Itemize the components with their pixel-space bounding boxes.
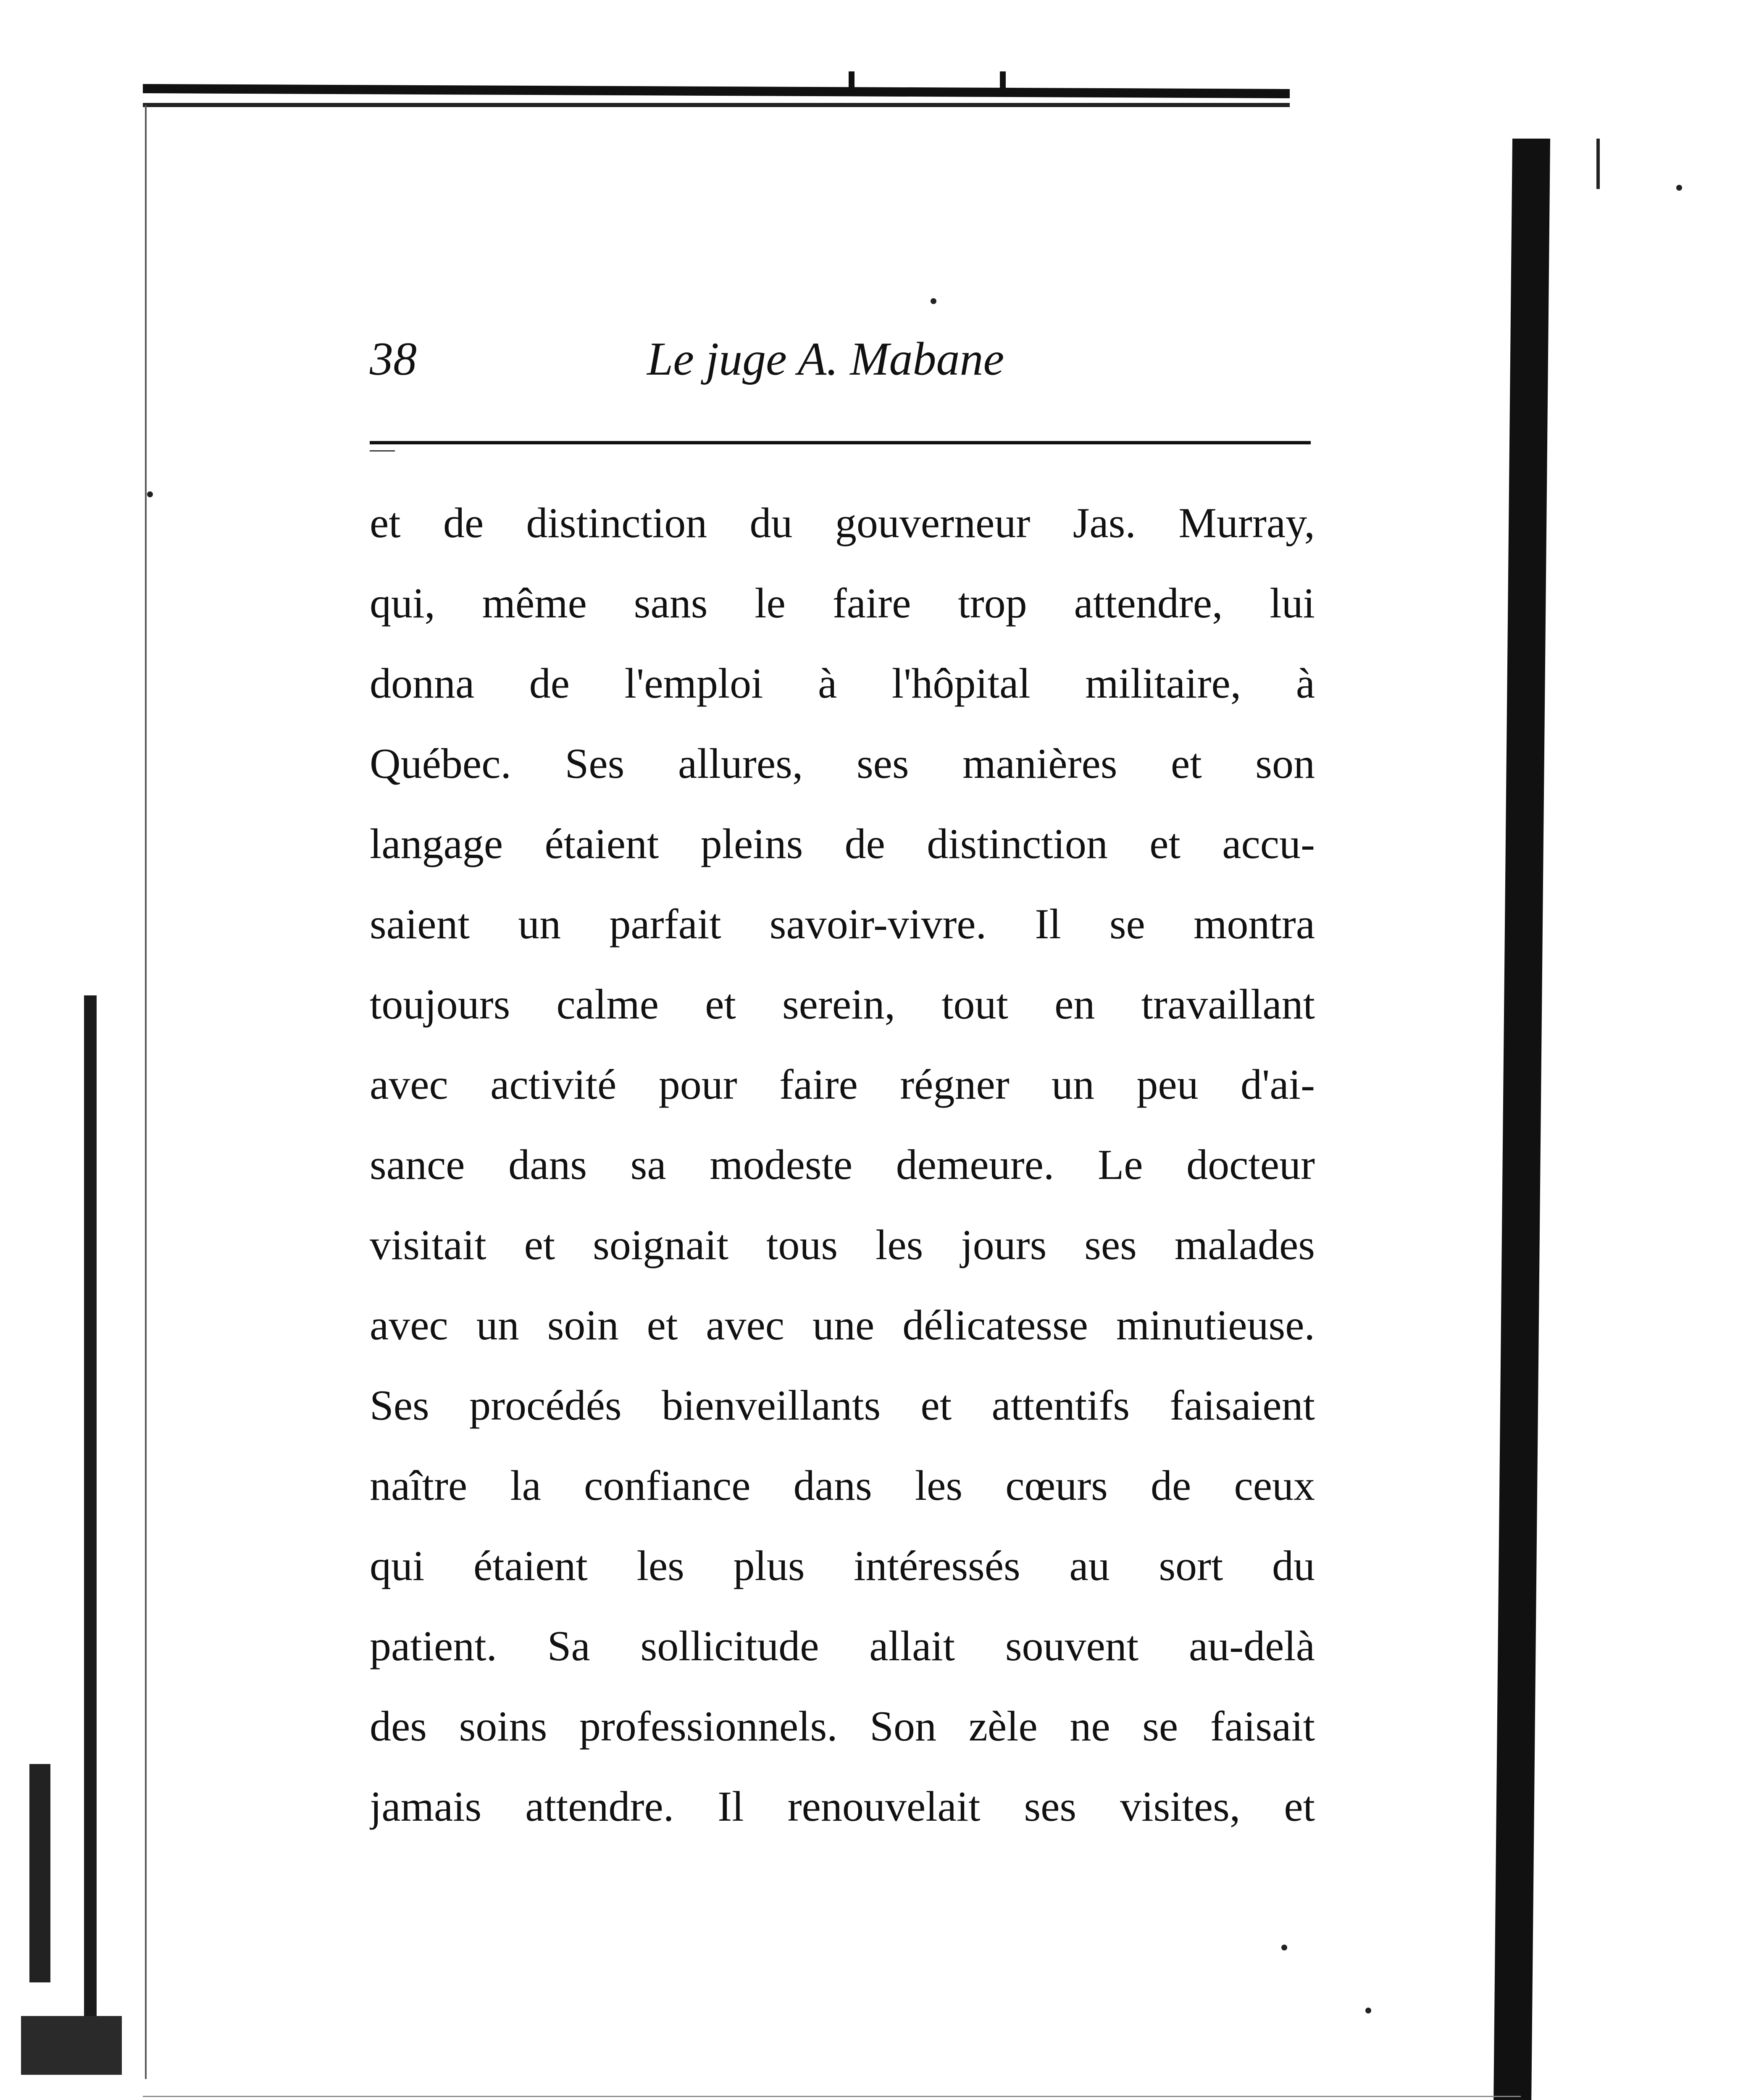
body-text (370, 483, 1315, 1847)
scan-border-right (1493, 139, 1550, 2100)
text-line: donna de l'emploi à l'hôpital militaire, à (370, 660, 1315, 707)
text-line: toujours calme et serein, tout en travaillant (370, 981, 1315, 1028)
scan-border-top-lower (143, 103, 1290, 107)
scan-mark (1596, 139, 1600, 189)
page-number: 38 (370, 333, 417, 385)
text-line: Ses procédés bienveillants et attentifs faisaient (370, 1382, 1315, 1429)
text-line: jamais attendre. Il renouvelait ses visites, et (370, 1783, 1315, 1830)
header-rule-mark (370, 450, 395, 452)
scan-mark (849, 71, 855, 94)
scan-speck (1676, 185, 1682, 191)
running-head: Le juge A. Mabane (647, 333, 1004, 385)
text-line: saient un parfait savoir-vivre. Il se montra (370, 900, 1315, 948)
header-rule (370, 441, 1311, 444)
text-line: Québec. Ses allures, ses manières et son (370, 740, 1315, 788)
text-line: qui, même sans le faire trop attendre, lui (370, 580, 1315, 627)
scan-border-left (145, 105, 147, 2079)
text-line: avec activité pour faire régner un peu d'ai- (370, 1061, 1315, 1108)
scan-speck (931, 298, 936, 304)
scan-speck (147, 491, 153, 497)
text-line: des soins professionnels. Son zèle ne se faisait (370, 1703, 1315, 1750)
scan-shadow-bottom-left (21, 2016, 122, 2075)
text-line: langage étaient pleins de distinction et accu- (370, 820, 1315, 868)
scan-shadow-left (29, 1764, 50, 1982)
scan-speck (1281, 1945, 1287, 1950)
text-line: patient. Sa sollicitude allait souvent au-delà (370, 1622, 1315, 1670)
text-line: qui étaient les plus intéressés au sort du (370, 1542, 1315, 1590)
text-line: visitait et soignait tous les jours ses malades (370, 1221, 1315, 1269)
text-line: avec un soin et avec une délicatesse minutieuse. (370, 1302, 1315, 1349)
scan-border-top (143, 84, 1290, 98)
page-header (370, 328, 1315, 391)
scan-speck (1365, 2008, 1371, 2013)
text-line: sance dans sa modeste demeure. Le docteur (370, 1141, 1315, 1189)
text-line: naître la confiance dans les cœurs de ceux (370, 1462, 1315, 1509)
scan-shadow-left (84, 995, 97, 2075)
text-line: et de distinction du gouverneur Jas. Murray, (370, 499, 1315, 547)
scan-mark (1000, 71, 1006, 94)
scan-border-bottom (143, 2096, 1521, 2097)
